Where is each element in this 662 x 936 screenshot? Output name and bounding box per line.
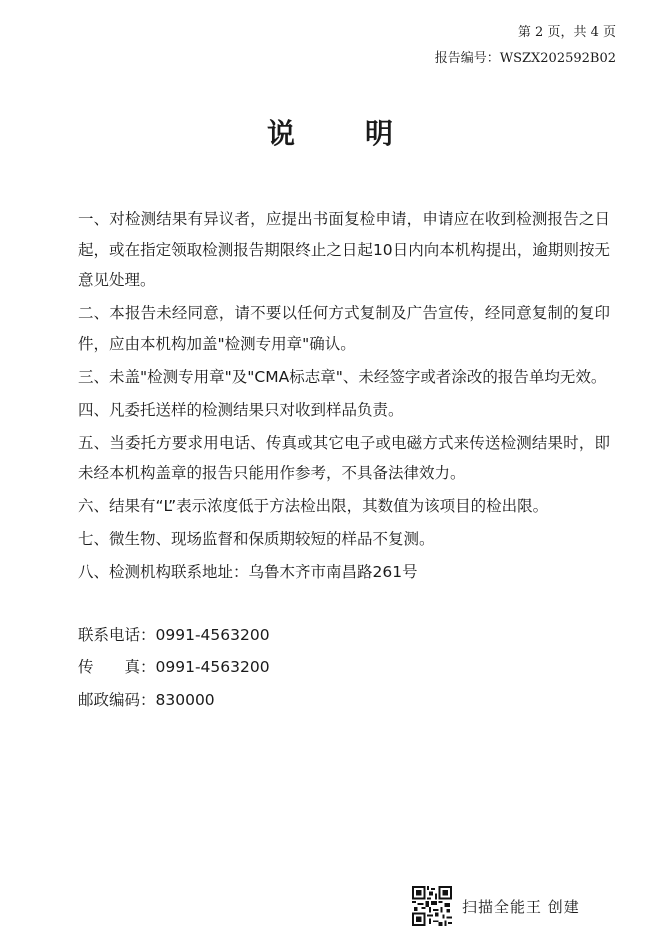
- title-char-2: 明: [365, 117, 396, 150]
- paragraph-6: 六、结果有“L”表示浓度低于方法检出限，其数值为该项目的检出限。: [78, 497, 549, 515]
- title-char-1: 说: [266, 117, 297, 150]
- paragraph-3: 三、未盖"检测专用章"及"CMA标志章"、未经签字或者涂改的报告单均无效。: [78, 367, 607, 386]
- paragraph-8: 八、检测机构联系地址：乌鲁木齐市南昌路261号: [78, 563, 418, 581]
- instructions-body: [78, 204, 610, 590]
- paragraph-4: 四、凡委托送样的检测结果只对收到样品负责。: [78, 400, 404, 419]
- contact-fax: 传 真：0991-4563200: [78, 658, 270, 676]
- page-header: [435, 20, 616, 72]
- scanner-watermark: [412, 884, 580, 928]
- report-number: 报告编号：WSZX202592B02: [434, 51, 616, 66]
- paragraph-7: 七、微生物、现场监督和保质期较短的样品不复测。: [78, 530, 435, 548]
- page-title: [0, 112, 662, 152]
- qr-code-icon: [412, 886, 452, 926]
- paragraph-1: 一、对检测结果有异议者，应提出书面复检申请，申请应在收到检测报告之日起，或在指定领取检测报告期限终止之日起10日内向本机构提出，逾期则按无意见处理。: [78, 210, 610, 289]
- contact-postcode: 邮政编码：830000: [78, 691, 215, 709]
- paragraph-5: 五、当委托方要求用电话、传真或其它电子或电磁方式来传送检测结果时，即未经本机构盖章的报告只能用作参考，不具备法律效力。: [78, 433, 610, 482]
- watermark-text: 扫描全能王 创建: [462, 897, 580, 916]
- contact-phone: 联系电话：0991-4563200: [78, 626, 270, 644]
- paragraph-2: 二、本报告未经同意，请不要以任何方式复制及广告宣传，经同意复制的复印件，应由本机构加盖"检测专用章"确认。: [78, 304, 610, 353]
- page-number: 第 2 页，共 4 页: [517, 25, 616, 40]
